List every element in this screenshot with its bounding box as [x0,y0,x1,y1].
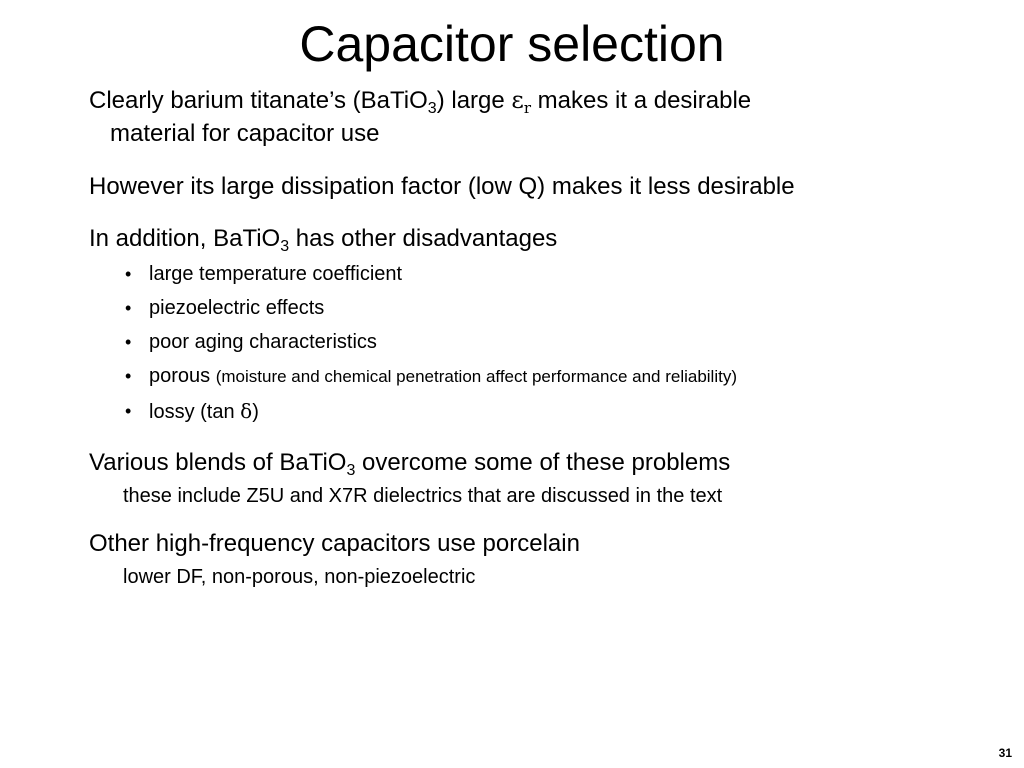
list-item [125,325,989,359]
paragraph-dissipation-factor: However its large dissipation factor (low Q) makes it less desirable [89,173,795,200]
bullet-icon: • [125,264,132,284]
porcelain-section [89,527,989,592]
paragraph-disadvantages [89,222,989,255]
bullet-icon: • [125,298,132,318]
list-item [125,291,989,325]
bullet-icon: • [125,366,132,386]
epsilon-symbol: ε [511,86,524,114]
disadvantages-list [89,257,989,429]
delta-symbol: δ [240,399,253,423]
p1-text-start: Clearly barium titanate’s (BaTiO [89,87,428,114]
p1-subscript-3: 3 [427,100,437,117]
slide-number: 31 [998,746,1012,760]
p4-text-start: Various blends of BaTiO [89,449,347,476]
p1-continuation: material for capacitor use [110,120,380,147]
list-item [125,257,989,291]
list-item [125,359,989,394]
blends-subline: these include Z5U and X7R dielectrics that are discussed in the text [123,485,723,507]
bullet-text: porous [149,365,211,387]
p3-subscript-3: 3 [280,238,290,255]
p4-text-end: overcome some of these problems [355,449,731,476]
bullet-text: piezoelectric effects [149,297,325,319]
p4-subscript-3: 3 [346,462,356,479]
slide-title: Capacitor selection [299,16,725,72]
bullet-text: lossy (tan [149,401,241,423]
p3-text-end: has other disadvantages [289,225,558,252]
bullet-icon: • [125,401,132,421]
bullet-text: poor aging characteristics [149,331,377,353]
porous-note: (moisture and chemical penetration affect performance and reliability) [215,367,737,386]
p1-text-mid: ) large [436,87,512,114]
paragraph-barium-titanate [89,84,989,150]
blends-section [89,446,989,511]
list-item [125,394,989,429]
paragraph-porcelain: Other high-frequency capacitors use porcelain [89,530,580,557]
bullet-text: large temperature coefficient [149,263,403,285]
p1-text-end: makes it a desirable [531,87,752,114]
epsilon-subscript-r: r [523,99,532,117]
disadvantages-section [89,222,989,429]
paragraph-blends [89,446,989,479]
bullet-text-close: ) [252,401,259,423]
bullet-icon: • [125,332,132,352]
slide-content [89,84,989,592]
porcelain-subline: lower DF, non-porous, non-piezoelectric [123,566,476,588]
p3-text-start: In addition, BaTiO [89,225,281,252]
